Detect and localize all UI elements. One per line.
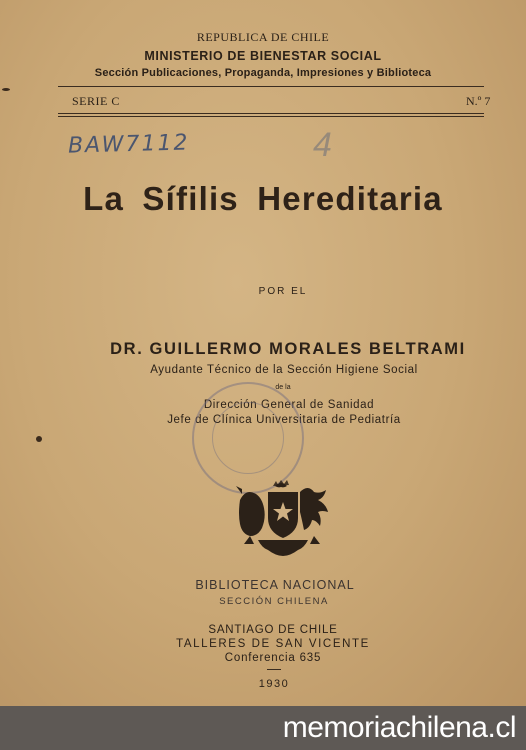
imprint-printer: TALLERES DE SAN VICENTE xyxy=(176,638,370,650)
library-stamp-section: SECCIÓN CHILENA xyxy=(219,596,329,607)
handwritten-shelfmark: BAW7112 xyxy=(67,130,190,159)
author-name: DR. GUILLERMO MORALES BELTRAMI xyxy=(110,340,466,358)
book-title: La Sífilis Hereditaria xyxy=(83,180,443,217)
library-stamp-name: BIBLIOTECA NACIONAL xyxy=(195,578,355,592)
imprint-divider xyxy=(267,669,281,670)
bottom-rule-double xyxy=(58,116,484,117)
imprint-year: 1930 xyxy=(258,678,290,690)
byline: POR EL xyxy=(258,286,308,297)
author-role-1: Ayudante Técnico de la Sección Higiene Social xyxy=(150,364,418,376)
coat-of-arms-icon xyxy=(228,480,338,558)
seal-inner-ring xyxy=(212,402,284,474)
paper-spot xyxy=(36,436,42,442)
paper-spot xyxy=(2,88,10,91)
imprint-city: SANTIAGO DE CHILE xyxy=(208,624,338,636)
author-connector: de la xyxy=(275,384,291,391)
section-line: Sección Publicaciones, Propaganda, Impresiones y Biblioteca xyxy=(94,67,432,79)
library-seal-stamp xyxy=(192,382,304,494)
republic-line: REPUBLICA DE CHILE xyxy=(196,30,330,44)
handwritten-mark: 4 xyxy=(313,126,332,164)
top-rule xyxy=(58,86,484,87)
bottom-rule xyxy=(58,113,484,114)
author-role-3: Jefe de Clínica Universitaria de Pediatría xyxy=(167,414,401,426)
site-logo[interactable]: memoriachilena.cl xyxy=(282,711,516,744)
series-label: SERIE C xyxy=(72,94,120,108)
series-number: N.º 7 xyxy=(466,94,491,108)
imprint-address: Conferencia 635 xyxy=(224,652,322,664)
author-role-2: Dirección General de Sanidad xyxy=(203,399,375,411)
footer-bar xyxy=(0,706,526,750)
ministry-line: MINISTERIO DE BIENESTAR SOCIAL xyxy=(144,49,382,63)
